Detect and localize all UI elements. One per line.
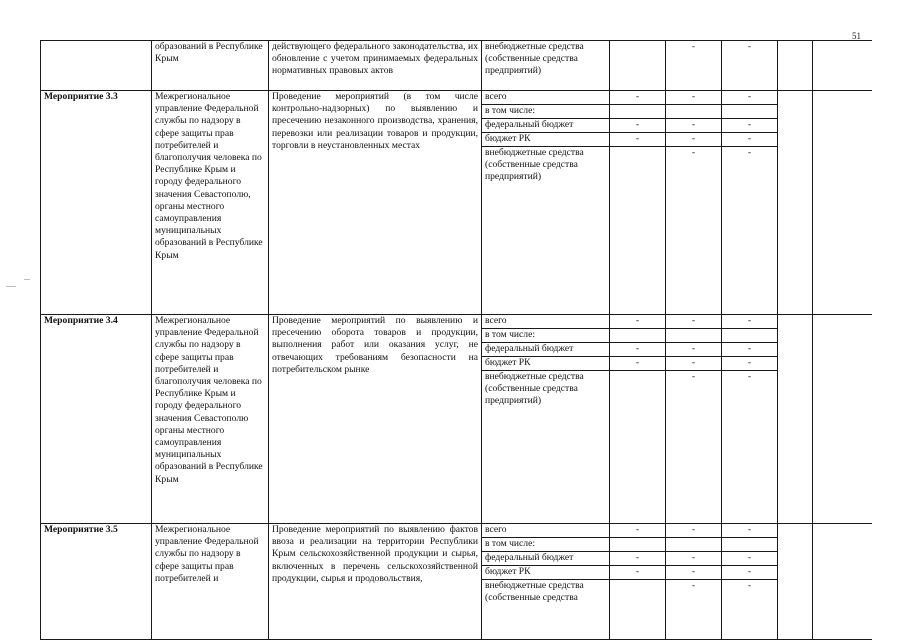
value-cell: - <box>666 552 722 566</box>
event-title-cell: Мероприятие 3.4 <box>41 315 152 524</box>
value-cell: - <box>610 91 666 105</box>
value-cell: - <box>666 580 722 640</box>
value-cell: - <box>666 566 722 580</box>
funding-source-cell: всего <box>482 524 610 538</box>
value-cell: - <box>666 133 722 147</box>
value-cell <box>610 41 666 91</box>
value-cell <box>610 371 666 524</box>
value-cell: - <box>666 91 722 105</box>
value-cell: - <box>666 371 722 524</box>
scan-artifact <box>24 279 30 280</box>
executor-cell: образований в Республике Крым <box>152 41 269 91</box>
value-cell: - <box>610 315 666 329</box>
empty-cell <box>778 315 813 524</box>
empty-cell <box>778 524 813 640</box>
empty-cell <box>778 91 813 315</box>
value-cell: - <box>610 552 666 566</box>
value-cell: - <box>722 119 778 133</box>
table-row <box>41 91 873 105</box>
value-cell: - <box>610 119 666 133</box>
value-cell: - <box>666 147 722 315</box>
value-cell: - <box>722 566 778 580</box>
value-cell: - <box>722 552 778 566</box>
executor-cell: Межрегиональное управление Федеральной службы по надзору в сфере защиты прав потребителей и благополучия человека по Республике Крым и городу федерального значения Севастополю органы местного самоуправления муниципальных образований в Республике Крым <box>152 315 269 524</box>
empty-cell <box>813 91 873 315</box>
event-title-cell: Мероприятие 3.5 <box>41 524 152 640</box>
budget-table <box>40 40 872 640</box>
funding-source-cell: всего <box>482 315 610 329</box>
description-cell: Проведение мероприятий по выявлению и пресечению оборота товаров и продукции, выполнения работ или оказания услуг, не отвечающих требованиям безопасности на потребительском рынке <box>269 315 482 524</box>
description-cell: Проведение мероприятий (в том числе контрольно-надзорных) по выявлению и пресечению незаконного производства, хранения, перевозки или реализации товаров и продукции, торговли в неустановленных местах <box>269 91 482 315</box>
value-cell: - <box>610 357 666 371</box>
value-cell <box>610 580 666 640</box>
funding-source-cell: внебюджетные средства (собственные средства предприятий) <box>482 147 610 315</box>
table-row <box>41 315 873 329</box>
funding-source-cell: бюджет РК <box>482 566 610 580</box>
value-cell: - <box>610 566 666 580</box>
value-cell <box>722 329 778 343</box>
scan-artifact <box>6 286 16 287</box>
description-cell: Проведение мероприятий по выявлению фактов ввоза и реализации на территории Республики Крым сельскохозяйственной продукции и сырья, включенных в перечень сельскохозяйственной продукции, сырья и продовольствия, <box>269 524 482 640</box>
event-title-cell: Мероприятие 3.3 <box>41 91 152 315</box>
value-cell <box>610 329 666 343</box>
funding-source-cell: федеральный бюджет <box>482 119 610 133</box>
value-cell <box>666 538 722 552</box>
value-cell <box>666 329 722 343</box>
document-sheet <box>40 40 872 640</box>
value-cell <box>610 147 666 315</box>
executor-cell: Межрегиональное управление Федеральной службы по надзору в сфере защиты прав потребителей и <box>152 524 269 640</box>
value-cell: - <box>722 133 778 147</box>
value-cell <box>610 105 666 119</box>
value-cell: - <box>610 133 666 147</box>
value-cell: - <box>666 357 722 371</box>
value-cell: - <box>722 580 778 640</box>
value-cell: - <box>610 524 666 538</box>
value-cell: - <box>722 371 778 524</box>
value-cell: - <box>722 147 778 315</box>
funding-source-cell: в том числе: <box>482 329 610 343</box>
funding-source-cell: внебюджетные средства (собственные средства <box>482 580 610 640</box>
value-cell: - <box>666 315 722 329</box>
value-cell <box>666 105 722 119</box>
empty-cell <box>813 315 873 524</box>
value-cell: - <box>666 119 722 133</box>
funding-source-cell: федеральный бюджет <box>482 343 610 357</box>
page-number: 51 <box>852 31 861 41</box>
funding-source-cell: в том числе: <box>482 105 610 119</box>
value-cell: - <box>666 524 722 538</box>
value-cell <box>610 538 666 552</box>
empty-cell <box>813 524 873 640</box>
event-title-cell <box>41 41 152 91</box>
executor-cell: Межрегиональное управление Федеральной службы по надзору в сфере защиты прав потребителей и благополучия человека по Республике Крым и городу федерального значения Севастополю, органы местного самоуправления муниципальных образований в Республике Крым <box>152 91 269 315</box>
value-cell: - <box>610 343 666 357</box>
funding-source-cell: внебюджетные средства (собственные средства предприятий) <box>482 41 610 91</box>
table-row <box>41 524 873 538</box>
funding-source-cell: внебюджетные средства (собственные средства предприятий) <box>482 371 610 524</box>
value-cell: - <box>722 315 778 329</box>
value-cell: - <box>722 41 778 91</box>
value-cell: - <box>666 343 722 357</box>
description-cell: действующего федерального законодательства, их обновление с учетом принимаемых федеральных нормативных правовых актов <box>269 41 482 91</box>
value-cell: - <box>722 343 778 357</box>
empty-cell <box>813 41 873 91</box>
value-cell <box>722 538 778 552</box>
funding-source-cell: бюджет РК <box>482 357 610 371</box>
continuation-row <box>41 41 873 91</box>
value-cell: - <box>722 524 778 538</box>
funding-source-cell: бюджет РК <box>482 133 610 147</box>
value-cell: - <box>722 357 778 371</box>
funding-source-cell: в том числе: <box>482 538 610 552</box>
value-cell <box>722 105 778 119</box>
value-cell: - <box>666 41 722 91</box>
empty-cell <box>778 41 813 91</box>
value-cell: - <box>722 91 778 105</box>
funding-source-cell: федеральный бюджет <box>482 552 610 566</box>
funding-source-cell: всего <box>482 91 610 105</box>
